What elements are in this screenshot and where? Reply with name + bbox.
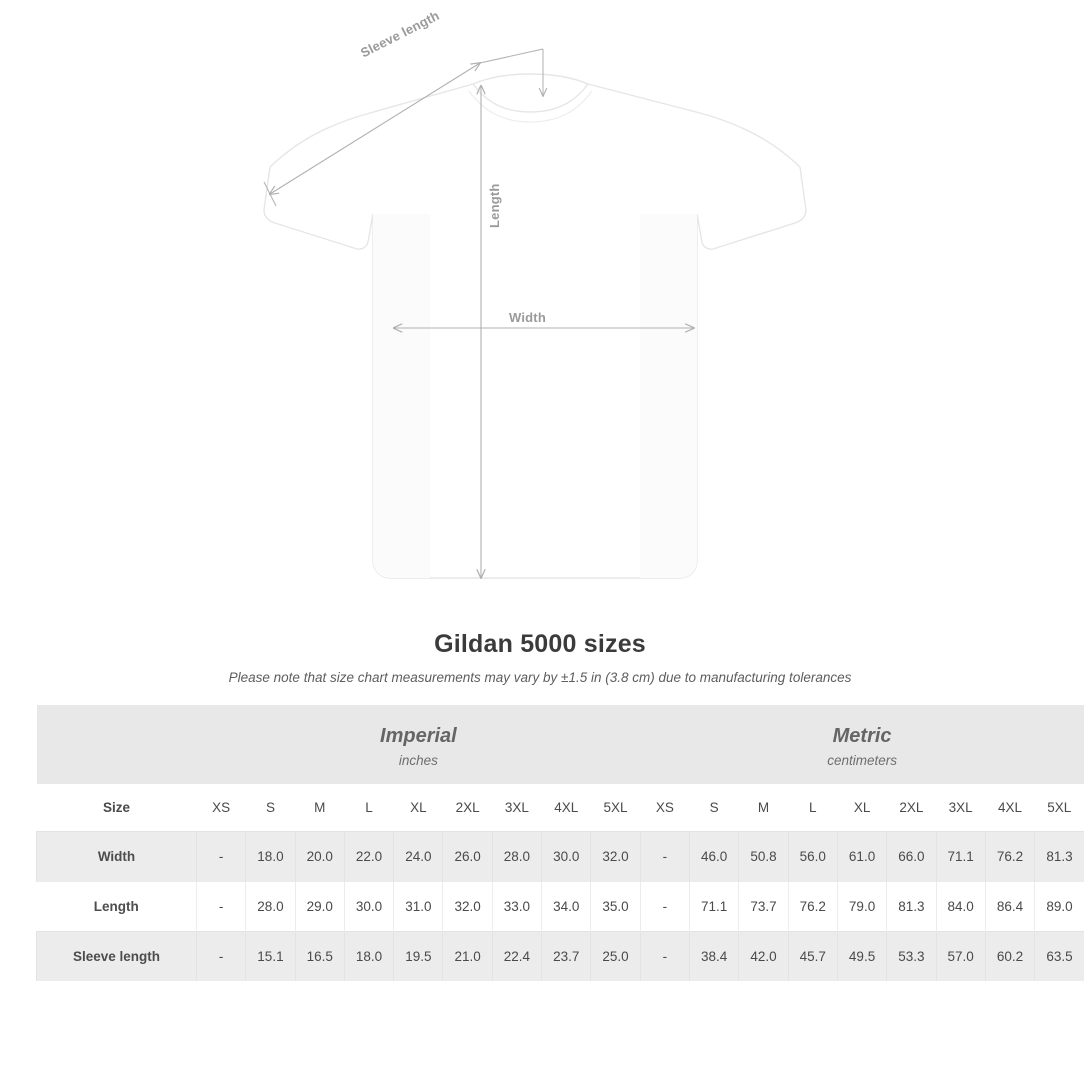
cell-length-metric-2xl: 81.3 — [887, 882, 936, 932]
page-title: Gildan 5000 sizes — [434, 630, 646, 658]
size-chart-table-wrap — [36, 705, 1073, 981]
cell-sleeve-imperial-m: 16.5 — [295, 932, 344, 982]
cell-sleeve-imperial-5xl: 25.0 — [591, 932, 640, 982]
sleeve-length-label: Sleeve length — [358, 7, 442, 61]
cell-length-metric-4xl: 86.4 — [985, 882, 1034, 932]
cell-width-imperial-m: 20.0 — [295, 832, 344, 882]
size-col-metric-2xl: 2XL — [887, 784, 936, 832]
size-header-label: Size — [37, 784, 197, 832]
table-row — [37, 832, 1084, 882]
size-col-imperial-xs: XS — [197, 784, 246, 832]
cell-width-metric-s: 46.0 — [690, 832, 739, 882]
cell-sleeve-metric-2xl: 53.3 — [887, 932, 936, 982]
metric-unit: centimeters — [827, 753, 897, 768]
cell-sleeve-imperial-l: 18.0 — [344, 932, 393, 982]
table-row — [37, 932, 1084, 982]
cell-length-imperial-3xl: 33.0 — [492, 882, 541, 932]
size-col-imperial-m: M — [295, 784, 344, 832]
size-col-metric-xs: XS — [640, 784, 689, 832]
row-label-width: Width — [37, 832, 197, 882]
cell-sleeve-metric-xs: - — [640, 932, 689, 982]
cell-width-metric-xs: - — [640, 832, 689, 882]
imperial-unit: inches — [398, 753, 438, 768]
tshirt-shape — [264, 74, 806, 578]
cell-width-imperial-xl: 24.0 — [394, 832, 443, 882]
row-label-length: Length — [37, 882, 197, 932]
size-col-imperial-2xl: 2XL — [443, 784, 492, 832]
cell-length-metric-l: 76.2 — [788, 882, 837, 932]
cell-length-metric-xs: - — [640, 882, 689, 932]
width-label: Width — [509, 310, 546, 325]
cell-length-imperial-m: 29.0 — [295, 882, 344, 932]
cell-sleeve-metric-5xl: 63.5 — [1035, 932, 1084, 982]
size-col-metric-l: L — [788, 784, 837, 832]
cell-length-metric-3xl: 84.0 — [936, 882, 985, 932]
size-col-imperial-5xl: 5XL — [591, 784, 640, 832]
cell-length-imperial-2xl: 32.0 — [443, 882, 492, 932]
cell-length-imperial-xs: - — [197, 882, 246, 932]
cell-length-metric-s: 71.1 — [690, 882, 739, 932]
cell-width-metric-4xl: 76.2 — [985, 832, 1034, 882]
size-col-metric-5xl: 5XL — [1035, 784, 1084, 832]
size-col-imperial-xl: XL — [394, 784, 443, 832]
cell-length-imperial-xl: 31.0 — [394, 882, 443, 932]
cell-width-metric-3xl: 71.1 — [936, 832, 985, 882]
cell-width-imperial-s: 18.0 — [246, 832, 295, 882]
size-col-imperial-3xl: 3XL — [492, 784, 541, 832]
cell-sleeve-imperial-s: 15.1 — [246, 932, 295, 982]
imperial-system-cell — [197, 705, 641, 784]
metric-label: Metric — [832, 725, 892, 747]
cell-width-metric-2xl: 66.0 — [887, 832, 936, 882]
size-col-metric-s: S — [690, 784, 739, 832]
size-col-metric-4xl: 4XL — [985, 784, 1034, 832]
cell-sleeve-metric-3xl: 57.0 — [936, 932, 985, 982]
cell-sleeve-metric-s: 38.4 — [690, 932, 739, 982]
cell-sleeve-imperial-3xl: 22.4 — [492, 932, 541, 982]
size-col-imperial-l: L — [344, 784, 393, 832]
cell-sleeve-metric-l: 45.7 — [788, 932, 837, 982]
cell-width-metric-5xl: 81.3 — [1035, 832, 1084, 882]
cell-length-metric-m: 73.7 — [739, 882, 788, 932]
metric-system-cell — [640, 705, 1084, 784]
cell-width-imperial-xs: - — [197, 832, 246, 882]
size-col-imperial-s: S — [246, 784, 295, 832]
table-row — [37, 882, 1084, 932]
cell-width-imperial-4xl: 30.0 — [542, 832, 591, 882]
chart-heading — [0, 630, 1080, 685]
cell-sleeve-metric-xl: 49.5 — [837, 932, 886, 982]
cell-width-imperial-2xl: 26.0 — [443, 832, 492, 882]
size-col-imperial-4xl: 4XL — [542, 784, 591, 832]
size-header-row — [37, 784, 1084, 832]
cell-length-imperial-s: 28.0 — [246, 882, 295, 932]
unit-system-row — [37, 705, 1084, 784]
cell-sleeve-imperial-2xl: 21.0 — [443, 932, 492, 982]
cell-sleeve-imperial-4xl: 23.7 — [542, 932, 591, 982]
size-col-metric-xl: XL — [837, 784, 886, 832]
imperial-label: Imperial — [380, 725, 457, 747]
cell-sleeve-imperial-xl: 19.5 — [394, 932, 443, 982]
size-chart-table — [36, 705, 1084, 981]
cell-width-imperial-5xl: 32.0 — [591, 832, 640, 882]
table-corner-cell — [37, 705, 197, 784]
cell-width-metric-l: 56.0 — [788, 832, 837, 882]
cell-sleeve-imperial-xs: - — [197, 932, 246, 982]
cell-length-imperial-l: 30.0 — [344, 882, 393, 932]
size-col-metric-3xl: 3XL — [936, 784, 985, 832]
cell-length-metric-5xl: 89.0 — [1035, 882, 1084, 932]
cell-width-imperial-l: 22.0 — [344, 832, 393, 882]
cell-sleeve-metric-m: 42.0 — [739, 932, 788, 982]
length-label: Length — [487, 183, 502, 228]
cell-width-imperial-3xl: 28.0 — [492, 832, 541, 882]
size-col-metric-m: M — [739, 784, 788, 832]
cell-length-imperial-4xl: 34.0 — [542, 882, 591, 932]
cell-length-imperial-5xl: 35.0 — [591, 882, 640, 932]
cell-sleeve-metric-4xl: 60.2 — [985, 932, 1034, 982]
cell-width-metric-xl: 61.0 — [837, 832, 886, 882]
tolerance-note: Please note that size chart measurements may vary by ±1.5 in (3.8 cm) due to manufacturing tolerances — [228, 670, 852, 685]
row-label-sleeve-length: Sleeve length — [37, 932, 197, 982]
cell-length-metric-xl: 79.0 — [837, 882, 886, 932]
cell-width-metric-m: 50.8 — [739, 832, 788, 882]
